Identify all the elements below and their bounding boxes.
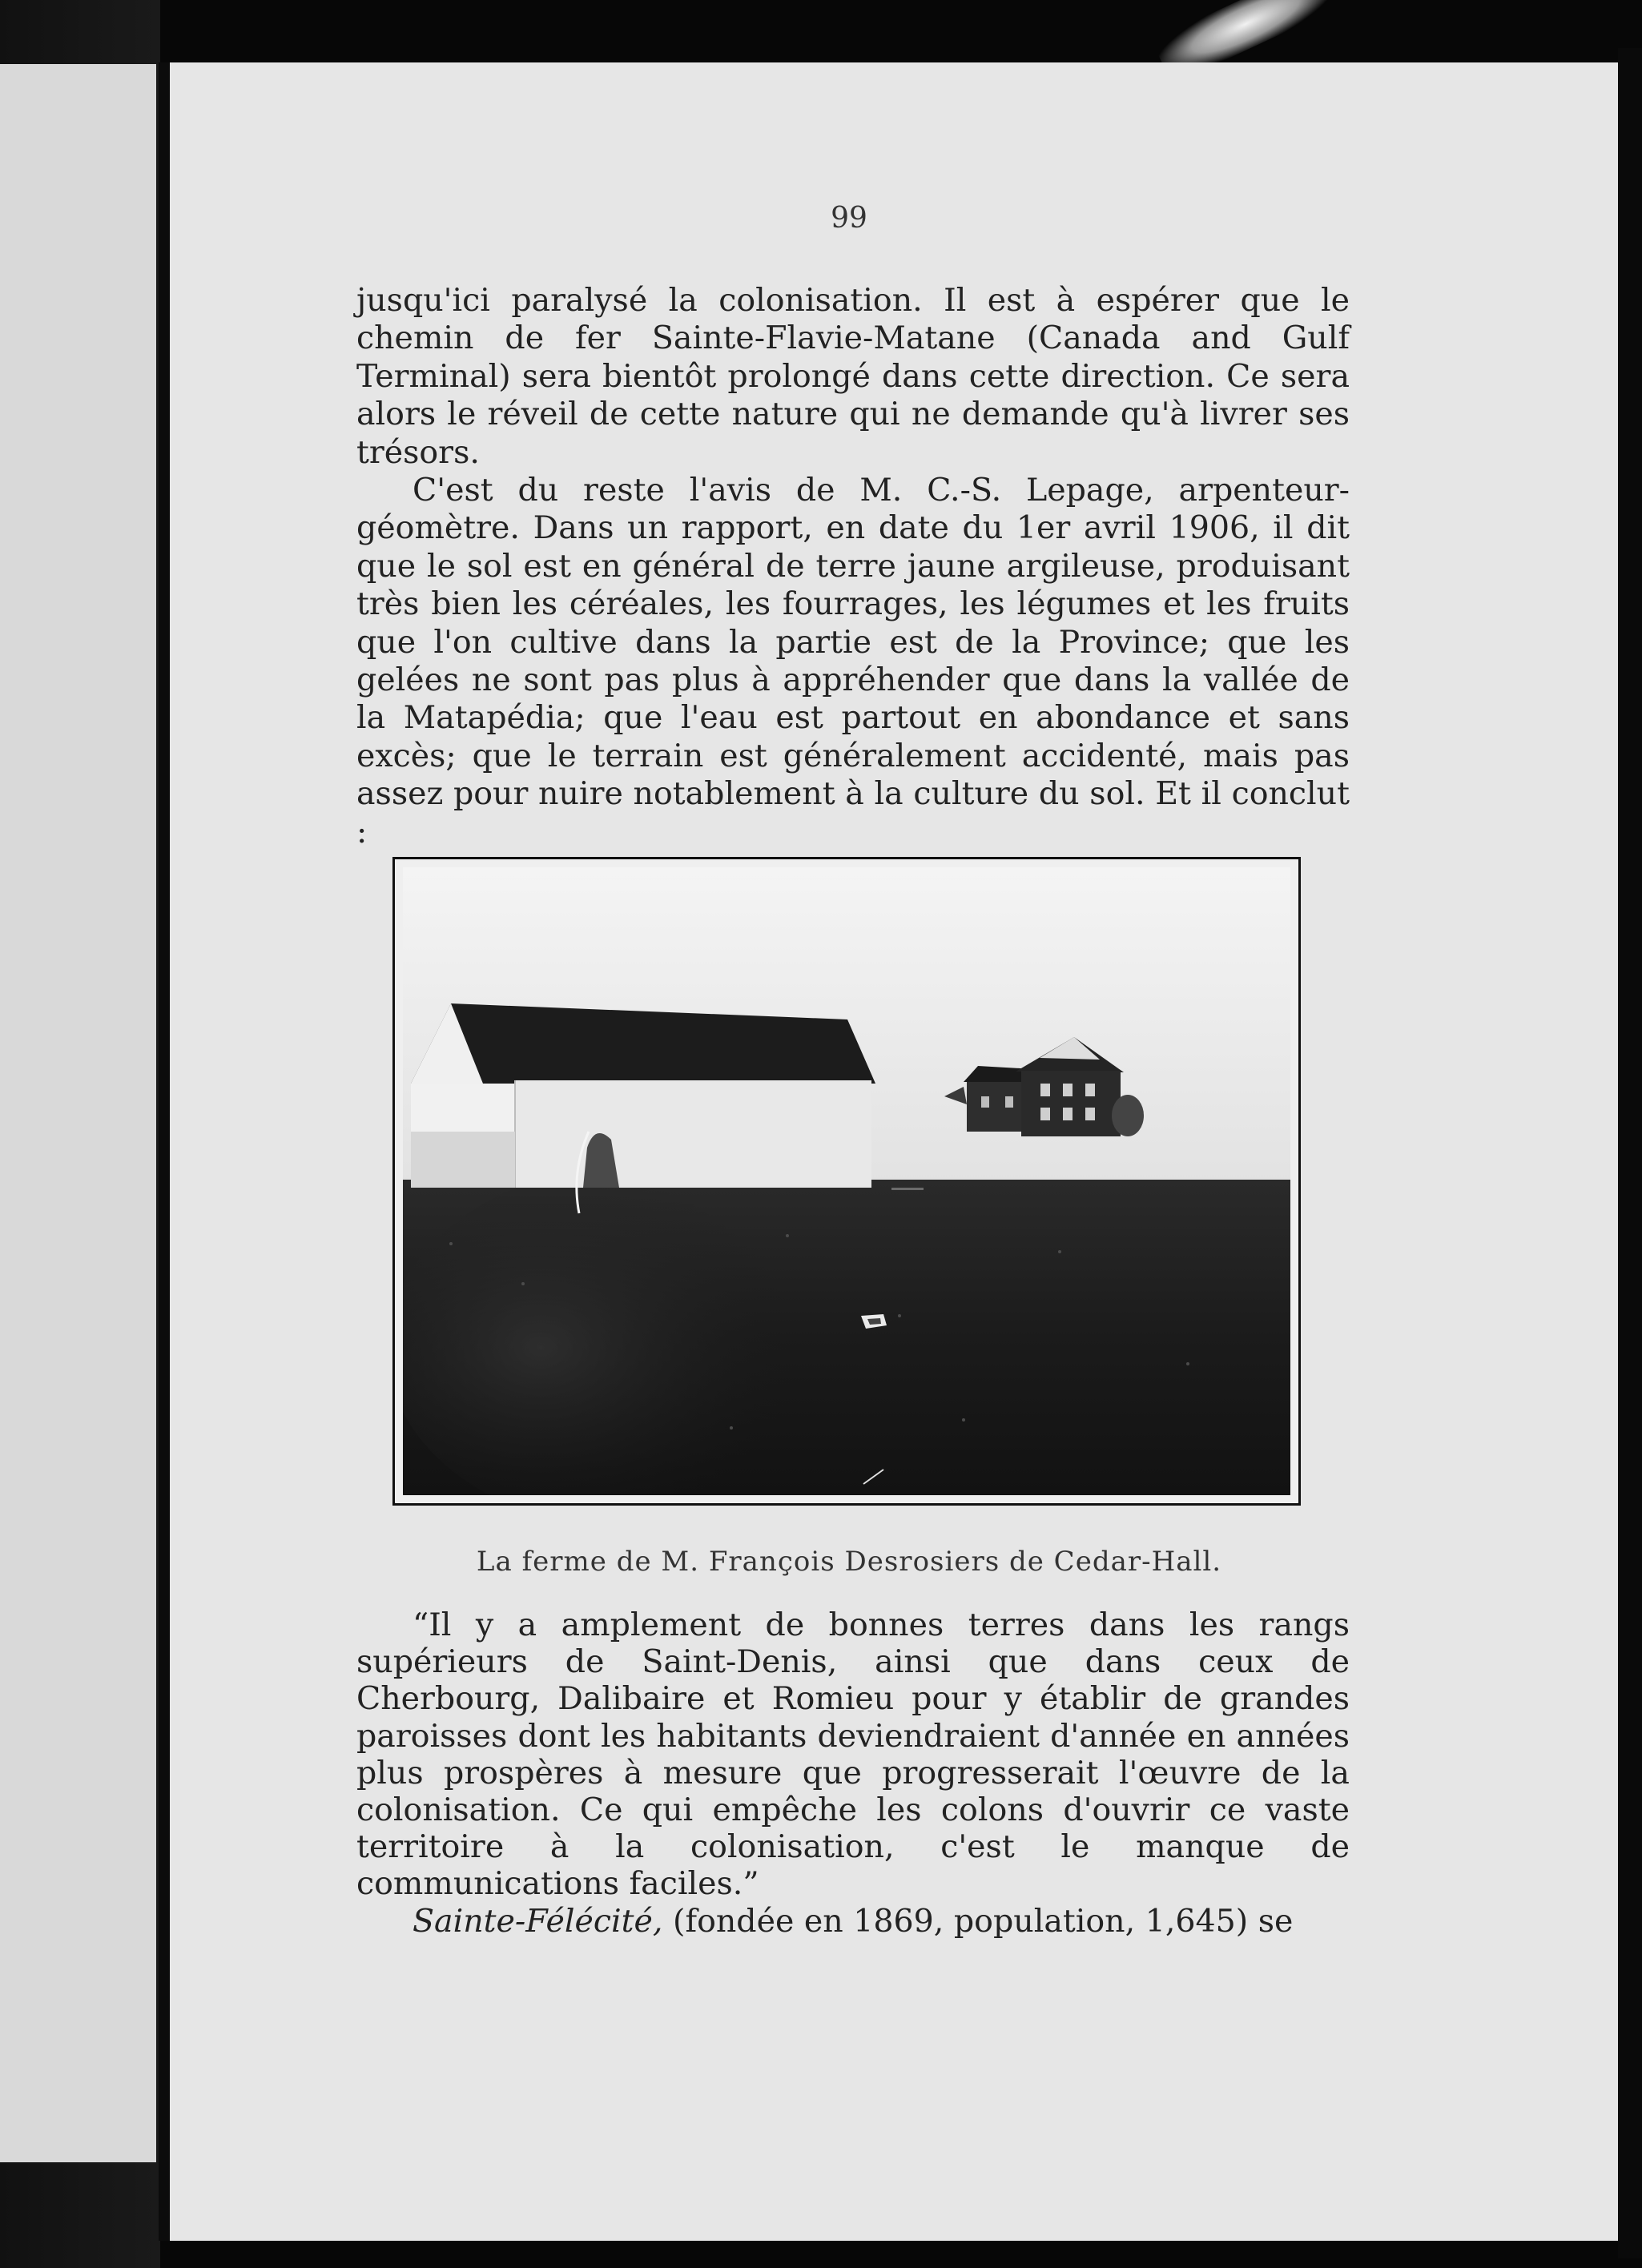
paragraph-colonisation: jusqu'ici paralysé la colonisation. Il est à espérer que le chemin de fer Sainte-Flavie-Matane (Canada and Gulf Terminal) sera bientôt prolongé dans cette direction. Ce sera alors le réveil de cette nature qui ne demande qu'à livrer ses trésors. [356, 282, 1350, 471]
body-text-top [356, 282, 1350, 851]
paragraph-sainte-felecite [356, 1903, 1350, 1940]
scan-right-edge [1618, 48, 1642, 2258]
paragraph-quotation: “Il y a amplement de bonnes terres dans les rangs supérieurs de Saint-Denis, ainsi que dans ceux de Cherbourg, Dalibaire et Romieu pour y établir de grandes paroisses dont les habitants deviendraient d'année en années plus prospères à mesure que progresserait l'œuvre de la colonisation. Ce qui empêche les colons d'ouvrir ce vaste territoire à la colonisation, c'est le manque de communications faciles.” [356, 1606, 1350, 1903]
paragraph-lepage-report: C'est du reste l'avis de M. C.-S. Lepage, arpenteur-géomètre. Dans un rapport, en date du 1er avril 1906, il dit que le sol est en général de terre jaune argileuse, produisant très bien les céréales, les fourrages, les légumes et les fruits que l'on cultive dans la partie est de la Province; que les gelées ne sont pas plus à appréhender que dans la vallée de la Matapédia; que l'eau est partout en abondance et sans excès; que le terrain est généralement accidenté, mais pas assez pour nuire notablement à la culture du sol. Et il conclut : [356, 472, 1350, 850]
sainte-felecite-details: (fondée en 1869, population, 1,645) se [673, 1902, 1294, 1940]
page-number: 99 [831, 202, 867, 235]
photo-image [403, 867, 1290, 1495]
farm-scene-illustration [403, 867, 1290, 1495]
farm-photograph [392, 857, 1301, 1506]
figure-caption: La ferme de M. François Desrosiers de Cedar-Hall. [476, 1546, 1222, 1578]
place-name-sainte-felecite: Sainte-Félécité, [413, 1902, 663, 1940]
body-text-bottom [356, 1606, 1350, 1940]
previous-page-edge [0, 64, 156, 2162]
